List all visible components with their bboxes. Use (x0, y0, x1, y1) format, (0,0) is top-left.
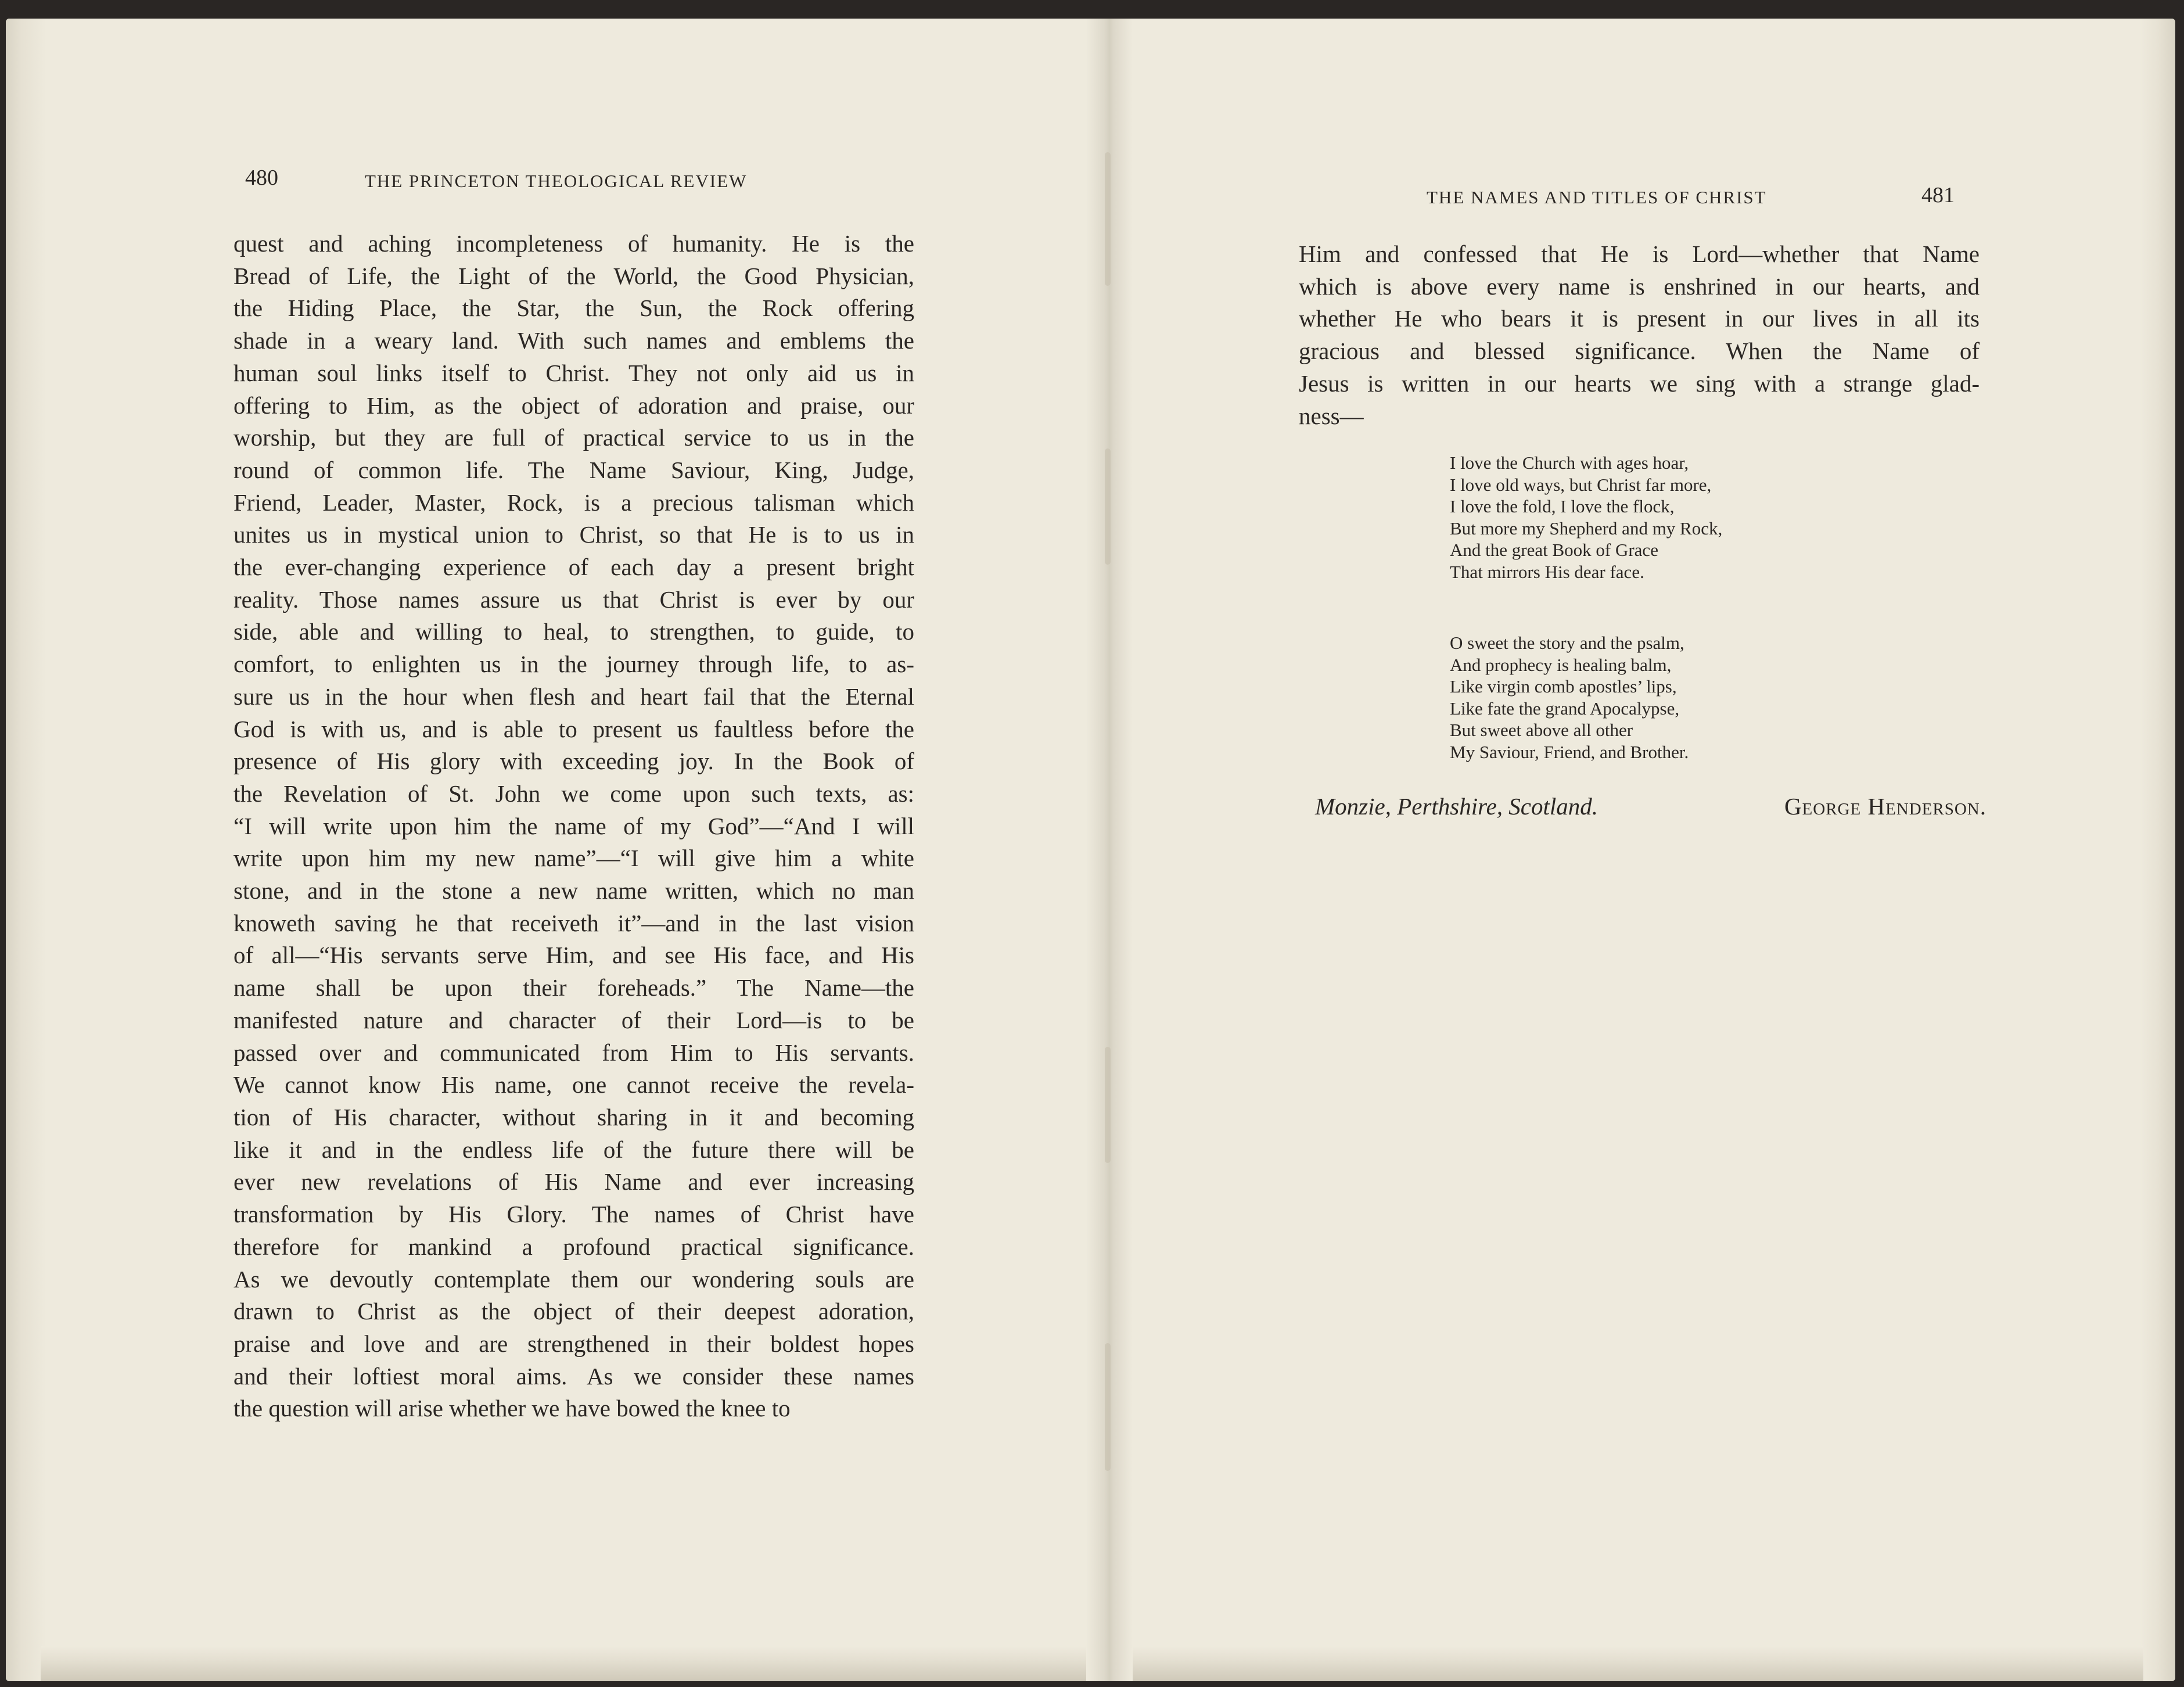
verse-line: But sweet above all other (1450, 720, 1633, 740)
text-line: transformation by His Glory. The names of Christ have (234, 1201, 914, 1228)
text-line: the ever-changing experience of each day a present bright (234, 554, 914, 581)
verse-line: My Saviour, Friend, and Brother. (1450, 741, 1689, 762)
text-line: whether He who bears it is present in our lives in all its (1299, 305, 1980, 332)
text-line: name shall be upon their foreheads.” The Name—the (234, 974, 914, 1002)
verse-line: O sweet the story and the psalm, (1450, 633, 1684, 653)
article-signature (1315, 792, 1987, 820)
text-line: of all—“His servants serve Him, and see His face, and His (234, 942, 914, 969)
text-line: passed over and communicated from Him to His servants. (234, 1039, 914, 1066)
body-text (234, 228, 914, 1425)
text-line: reality. Those names assure us that Christ is ever by our (234, 586, 914, 613)
left-page (6, 19, 1098, 1681)
right-page (1109, 19, 2175, 1681)
verse-line: Like fate the grand Apocalypse, (1450, 698, 1680, 719)
text-line: like it and in the endless life of the future there will be (234, 1136, 914, 1163)
text-line: ness— (1299, 402, 1364, 429)
running-head: THE PRINCETON THEOLOGICAL REVIEW (365, 171, 748, 191)
text-line: stone, and in the stone a new name written, which no man (234, 877, 914, 904)
verse-line: I love the fold, I love the flock, (1450, 496, 1675, 516)
text-line: manifested nature and character of their Lord—is to be (234, 1006, 914, 1033)
text-line: tion of His character, without sharing in it and becoming (234, 1103, 914, 1130)
text-line: “I will write upon him the name of my God”—“And I will (234, 812, 914, 839)
verse-line: That mirrors His dear face. (1450, 561, 1644, 582)
text-line: shade in a weary land. With such names and emblems the (234, 327, 914, 354)
verse-line: I love the Church with ages hoar, (1450, 453, 1689, 473)
signature-author: George Henderson. (1784, 793, 1987, 820)
verse-line: I love old ways, but Christ far more, (1450, 474, 1712, 495)
verse-line: And the great Book of Grace (1450, 540, 1658, 560)
text-line: human soul links itself to Christ. They not only aid us in (234, 359, 914, 386)
text-line: therefore for mankind a profound practical significance. (234, 1233, 914, 1260)
text-line: God is with us, and is able to present us faultless before the (234, 715, 914, 742)
verse-line: And prophecy is healing balm, (1450, 654, 1672, 675)
text-line: Bread of Life, the Light of the World, the Good Physician, (234, 262, 914, 289)
signature-place: Monzie, Perthshire, Scotland. (1315, 793, 1598, 820)
text-line: comfort, to enlighten us in the journey through life, to as- (234, 651, 914, 678)
text-line: offering to Him, as the object of adoration and praise, our (234, 392, 914, 419)
text-line: As we devoutly contemplate them our wondering souls are (234, 1265, 914, 1293)
text-line: praise and love and are strengthened in their boldest hopes (234, 1330, 914, 1357)
text-line: round of common life. The Name Saviour, King, Judge, (234, 456, 914, 483)
text-line: which is above every name is enshrined in our hearts, and (1299, 272, 1980, 300)
text-line: side, able and willing to heal, to strengthen, to guide, to (234, 618, 914, 645)
text-line: and their loftiest moral aims. As we consider these names (234, 1362, 914, 1390)
text-line: Jesus is written in our hearts we sing with a strange glad- (1299, 369, 1980, 397)
page-number: 481 (1921, 183, 1955, 207)
text-line: the question will arise whether we have bowed the knee to (234, 1395, 791, 1422)
text-line: quest and aching incompleteness of humanity. He is the (234, 230, 914, 257)
body-text (1299, 238, 1980, 432)
text-line: Friend, Leader, Master, Rock, is a precious talisman which (234, 489, 914, 516)
text-line: write upon him my new name”—“I will give him a white (234, 845, 914, 872)
verse-line: But more my Shepherd and my Rock, (1450, 518, 1723, 539)
text-line: sure us in the hour when flesh and heart fail that the Eternal (234, 683, 914, 710)
text-line: unites us in mystical union to Christ, so that He is to us in (234, 521, 914, 548)
poem-stanza (1450, 632, 1689, 763)
text-line: knoweth saving he that receiveth it”—and in the last vision (234, 909, 914, 936)
text-line: worship, but they are full of practical service to us in the (234, 424, 914, 451)
book-spread (6, 19, 2175, 1681)
text-line: the Revelation of St. John we come upon such texts, as: (234, 780, 914, 807)
poem-stanza (1450, 452, 1722, 583)
text-line: We cannot know His name, one cannot receive the revela- (234, 1071, 914, 1099)
running-head: THE NAMES AND TITLES OF CHRIST (1427, 187, 1767, 207)
text-line: presence of His glory with exceeding joy. In the Book of (234, 748, 914, 775)
text-line: drawn to Christ as the object of their deepest adoration, (234, 1298, 914, 1325)
text-line: Him and confessed that He is Lord—whether that Name (1299, 241, 1980, 267)
text-line: ever new revelations of His Name and ever increasing (234, 1168, 914, 1196)
page-number: 480 (245, 166, 278, 190)
text-line: gracious and blessed significance. When the Name of (1299, 338, 1980, 365)
verse-line: Like virgin comb apostles’ lips, (1450, 676, 1677, 697)
text-line: the Hiding Place, the Star, the Sun, the Rock offering (234, 295, 914, 322)
